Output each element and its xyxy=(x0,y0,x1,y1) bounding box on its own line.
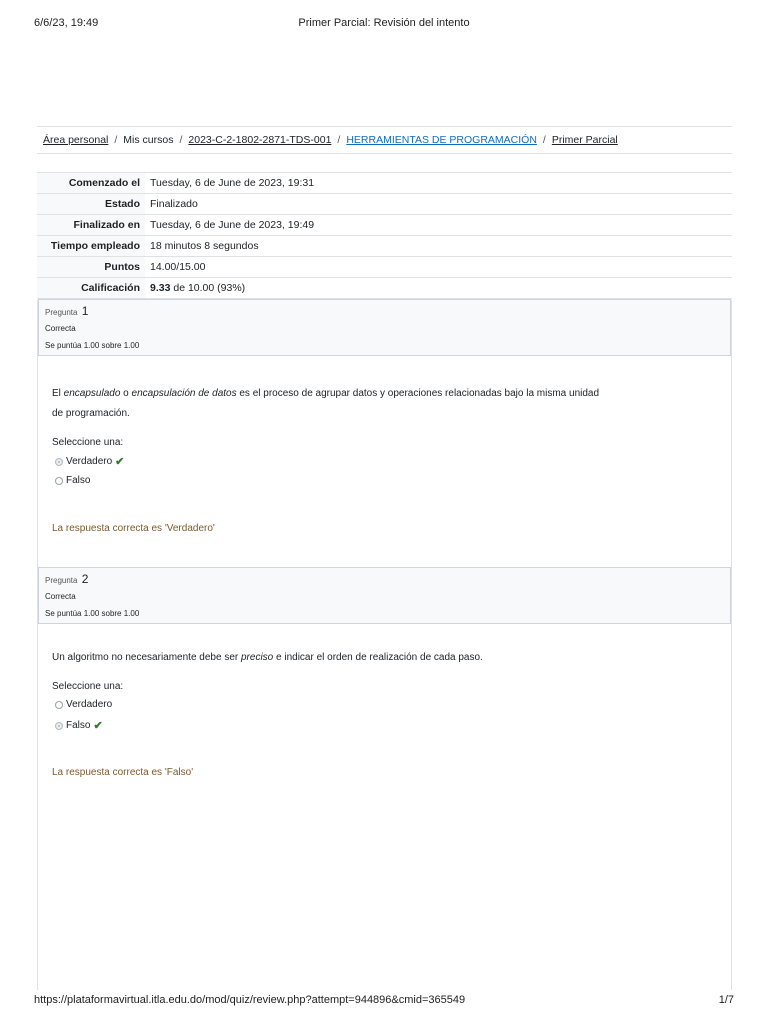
option-label: Verdadero xyxy=(66,456,113,467)
question-text-part: Un algoritmo no necesariamente debe ser xyxy=(52,652,241,663)
question-info-1 xyxy=(38,299,731,356)
summary-label: Comenzado el xyxy=(37,173,145,194)
breadcrumb-course-name[interactable]: HERRAMIENTAS DE PROGRAMACIÓN xyxy=(346,134,537,146)
question-text-part: e indicar el orden de realización de cada paso. xyxy=(273,652,483,663)
option-label: Falso xyxy=(66,720,91,731)
option-falso[interactable] xyxy=(55,475,90,486)
summary-value: 14.00/15.00 xyxy=(145,257,732,278)
question-grade: Se puntúa 1.00 sobre 1.00 xyxy=(45,341,140,350)
breadcrumb-separator: / xyxy=(337,134,341,146)
breadcrumb-course-code[interactable]: 2023-C-2-1802-2871-TDS-001 xyxy=(188,134,332,146)
summary-value: Tuesday, 6 de June de 2023, 19:31 xyxy=(145,173,732,194)
question-text-part: o xyxy=(120,388,132,399)
summary-row xyxy=(37,257,732,278)
breadcrumb-area-personal[interactable]: Área personal xyxy=(43,134,109,146)
option-verdadero[interactable] xyxy=(55,455,124,468)
question-label: Pregunta xyxy=(45,576,78,585)
question-state: Correcta xyxy=(45,592,76,601)
question-text-italic: preciso xyxy=(241,652,274,663)
summary-value: 18 minutos 8 segundos xyxy=(145,236,732,257)
summary-row-grade xyxy=(37,278,732,299)
question-number: 1 xyxy=(81,304,89,318)
summary-row xyxy=(37,236,732,257)
answer-prompt: Seleccione una: xyxy=(52,681,124,692)
correct-answer-feedback: La respuesta correcta es 'Verdadero' xyxy=(52,523,215,534)
question-number-line xyxy=(45,304,88,318)
breadcrumb-mis-cursos: Mis cursos xyxy=(123,134,174,146)
question-number: 2 xyxy=(81,572,89,586)
option-label: Falso xyxy=(66,475,91,486)
radio-selected-icon[interactable] xyxy=(55,458,63,466)
question-label: Pregunta xyxy=(45,308,78,317)
option-falso[interactable] xyxy=(55,719,103,732)
summary-value: Tuesday, 6 de June de 2023, 19:49 xyxy=(145,215,732,236)
attempt-summary-table xyxy=(37,172,732,299)
content-border-right xyxy=(731,300,732,990)
question-text-2 xyxy=(52,648,612,668)
print-page-number: 1/7 xyxy=(718,994,734,1006)
summary-label: Puntos xyxy=(37,257,145,278)
breadcrumb-quiz[interactable]: Primer Parcial xyxy=(551,134,618,146)
radio-icon[interactable] xyxy=(55,477,63,485)
radio-selected-icon[interactable] xyxy=(55,722,63,730)
radio-icon[interactable] xyxy=(55,701,63,709)
question-state: Correcta xyxy=(45,324,76,333)
question-text-italic: encapsulado xyxy=(63,388,121,399)
breadcrumb xyxy=(37,126,732,154)
option-label: Verdadero xyxy=(66,699,113,710)
summary-label: Tiempo empleado xyxy=(37,236,145,257)
summary-grade-value xyxy=(145,278,732,299)
summary-label: Estado xyxy=(37,194,145,215)
summary-label: Finalizado en xyxy=(37,215,145,236)
question-grade: Se puntúa 1.00 sobre 1.00 xyxy=(45,609,140,618)
print-header xyxy=(0,17,768,31)
summary-row xyxy=(37,194,732,215)
summary-row xyxy=(37,173,732,194)
print-footer xyxy=(0,994,768,1008)
answer-prompt: Seleccione una: xyxy=(52,437,124,448)
question-text-italic: encapsulación de datos xyxy=(131,388,237,399)
correct-answer-feedback: La respuesta correcta es 'Falso' xyxy=(52,767,194,778)
breadcrumb-separator: / xyxy=(542,134,546,146)
question-info-2 xyxy=(38,567,731,624)
grade-score: 9.33 xyxy=(150,282,171,294)
question-text-part: El xyxy=(52,388,64,399)
question-number-line xyxy=(45,572,88,586)
summary-value: Finalizado xyxy=(145,194,732,215)
question-text-1 xyxy=(52,384,612,424)
breadcrumb-separator: / xyxy=(114,134,118,146)
print-date: 6/6/23, 19:49 xyxy=(34,17,99,29)
summary-row xyxy=(37,215,732,236)
question-text-part: es el proceso de agrupar datos y operaciones relacionadas bajo la misma unidad de programación. xyxy=(52,388,600,419)
option-verdadero[interactable] xyxy=(55,699,112,710)
check-icon: ✔ xyxy=(115,456,125,468)
summary-label: Calificación xyxy=(37,278,145,299)
breadcrumb-separator: / xyxy=(179,134,183,146)
content-border-left xyxy=(37,300,38,990)
print-title: Primer Parcial: Revisión del intento xyxy=(298,17,470,29)
grade-rest: de 10.00 (93%) xyxy=(170,282,246,294)
print-url: https://plataformavirtual.itla.edu.do/mod/quiz/review.php?attempt=944896&cmid=365549 xyxy=(34,994,466,1006)
check-icon: ✔ xyxy=(93,720,103,732)
